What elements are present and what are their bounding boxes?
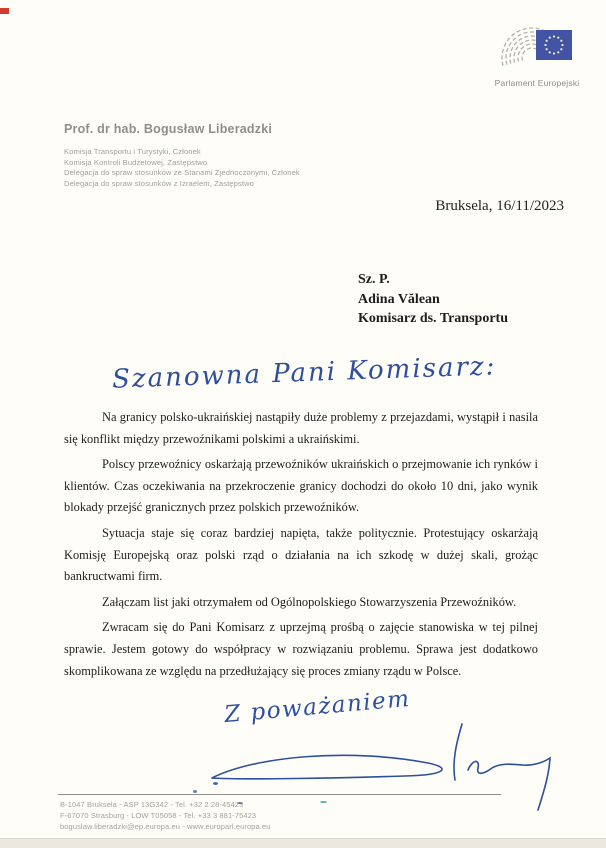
scan-red-mark [0, 8, 9, 14]
sender-role: Komisja Transportu i Turystyki, Członek [64, 147, 201, 156]
sender-name: Prof. dr hab. Bogusław Liberadzki [64, 122, 273, 136]
handwritten-closing: Z poważaniem [223, 685, 412, 729]
european-parliament-logo [488, 18, 592, 80]
footer-line: F-67070 Strasburg - LOW T05058 - Tel. +33 3 881-75423 [60, 811, 257, 820]
body-paragraph: Na granicy polsko-ukraińskiej nastąpiły duże problemy z przejazdami, wystąpił i nasila się konflikt między przewoźnikami polskimi a ukraińskimi. [64, 410, 538, 446]
recipient-line: Komisarz ds. Transportu [358, 311, 508, 326]
body-paragraph: Zwracam się do Pani Komisarz z uprzejmą prośbą o zajęcie stanowiska w tej pilnej sprawie. Jestem gotowy do współpracy w rozwiązaniu problemu. Sprawa jest dodatkowo skomplikowana ze względu na przedłużający się proces zmiany rządu w Polsce. [64, 620, 538, 678]
sender-role: Delegacja do spraw stosunków ze Stanami Zjednoczonymi, Członek [64, 168, 300, 178]
letter-body [64, 407, 538, 686]
sender-role: Komisja Kontroli Budżetowej, Zastępstwo [64, 157, 208, 167]
dateline: Bruksela, 16/11/2023 [435, 198, 564, 214]
recipient-line: Sz. P. [358, 272, 390, 287]
footer-divider [58, 794, 501, 795]
eu-flag-icon [536, 30, 572, 60]
footer-contact [60, 799, 271, 832]
logo-caption: Parlament Europejski [494, 78, 580, 88]
sender-roles [64, 147, 300, 189]
handwritten-salutation: Szanowna Pani Komisarz: [111, 351, 497, 395]
ink-speck [193, 790, 197, 793]
scan-bottom-edge [0, 838, 606, 848]
ink-speck [213, 782, 218, 785]
sender-role: Delegacja do spraw stosunków z Izraelem, Zastępstwo [64, 178, 254, 188]
recipient-block [358, 270, 508, 329]
ink-speck [320, 801, 327, 803]
footer-line: B-1047 Bruksela - ASP 13G342 - Tel. +32 2 28-45423 [60, 800, 244, 809]
body-paragraph: Sytuacja staje się coraz bardziej napięta, także politycznie. Protestujący oskarżają Komisję Europejską oraz polski rząd o działania na ich szkodę w dużej skali, grożąc bankructwami firm. [64, 525, 538, 584]
footer-line: boguslaw.liberadzki@ep.europa.eu - www.europarl.europa.eu [60, 822, 271, 831]
body-paragraph: Polscy przewoźnicy oskarżają przewoźników ukraińskich o przejmowanie ich rynków i klientów. Czas oczekiwania na przekroczenie granicy dochodzi do około 10 dni, jako wynik blokady przejść granicznych przez polskich przewoźników. [64, 457, 538, 515]
recipient-line: Adina Vălean [358, 291, 440, 307]
body-paragraph: Załączam list jaki otrzymałem od Ogólnopolskiego Stowarzyszenia Przewoźników. [102, 594, 517, 609]
